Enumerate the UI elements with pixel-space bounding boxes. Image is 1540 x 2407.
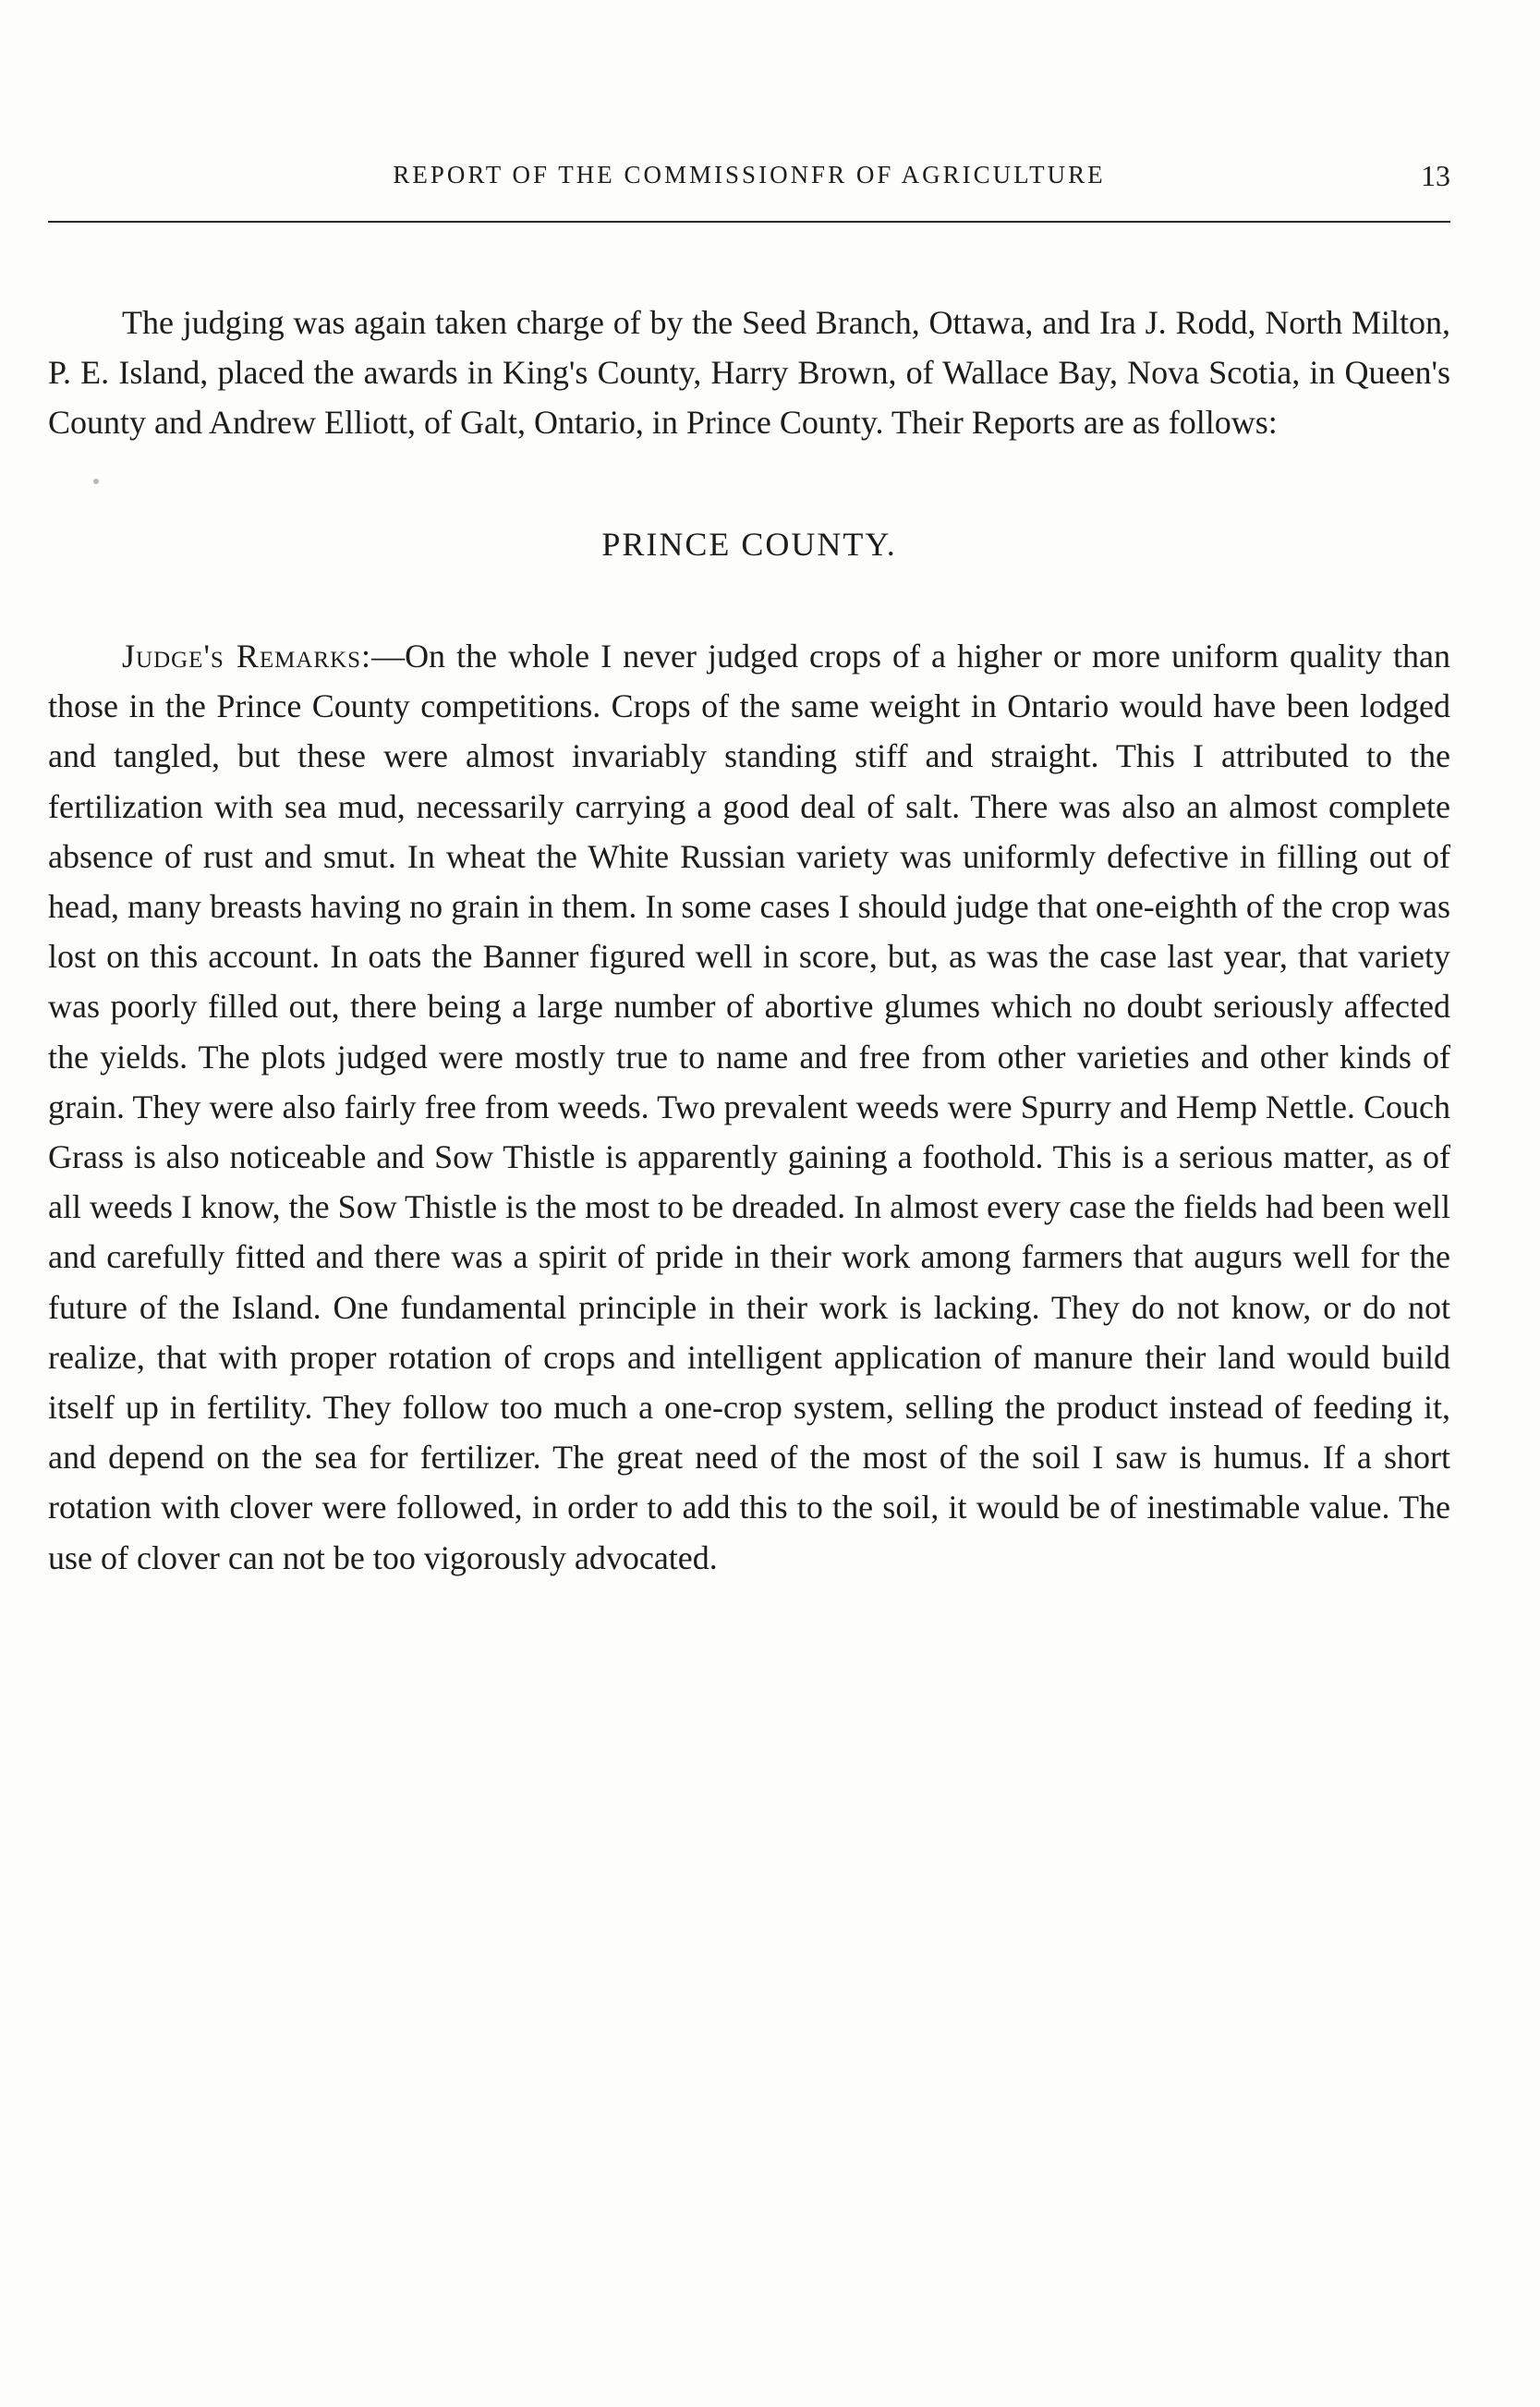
- intro-paragraph: The judging was again taken charge of by the Seed Branch, Ottawa, and Ira J. Rodd, North Milton, P. E. Island, placed the awards in King's County, Harry Brown, of Wallace Bay, Nova Scotia, in Queen's County and Andrew Elliott, of Galt, Ontario, in Prince County. Their Reports are as follows:: [48, 304, 1450, 442]
- page-number: 13: [1421, 159, 1450, 192]
- remarks-text: —On the whole I never judged crops of a higher or more uniform quality than those in the Prince County competitions. Crops of the same weight in Ontario would have been lodged and tangled, but these were almost invariably standing stiff and straight. This I attributed to the fertilization with sea mud, necessarily carrying a good deal of salt. There was also an almost complete absence of rust and smut. In wheat the White Russian variety was uniformly defective in filling out of head, many breasts having no grain in them. In some cases I should judge that one-eighth of the crop was lost on this account. In oats the Banner figured well in score, but, as was the case last year, that variety was poorly filled out, there being a large number of abortive glumes which no doubt seriously affected the yields. The plots judged were mostly true to name and free from other varieties and other kinds of grain. They were also fairly free from weeds. Two prevalent weeds were Spurry and Hemp Nettle. Couch Grass is also noticeable and Sow Thistle is apparently gaining a foothold. This is a serious matter, as of all weeds I know, the Sow Thistle is the most to be dreaded. In almost every case the fields had been well and carefully fitted and there was a spirit of pride in their work among farmers that augurs well for the future of the Island. One fundamental principle in their work is lacking. They do not know, or do not realize, that with proper rotation of crops and intelligent application of manure their land would build itself up in fertility. They follow too much a one-crop system, selling the product instead of feeding it, and depend on the sea for fertilizer. The great need of the most of the soil I saw is humus. If a short rotation with clover were followed, in order to add this to the soil, it would be of inestimable value. The use of clover can not be too vigorously advocated.: [48, 638, 1450, 1576]
- remarks-lead: Judge's Remarks:: [122, 638, 372, 675]
- print-speck: [93, 479, 99, 484]
- section-heading: PRINCE COUNTY.: [601, 526, 897, 563]
- header-rule: [48, 221, 1450, 223]
- remarks-paragraph: [48, 631, 1450, 1583]
- running-title: REPORT OF THE COMMISSIONFR OF AGRICULTURE: [393, 161, 1106, 188]
- running-header: [48, 157, 1450, 200]
